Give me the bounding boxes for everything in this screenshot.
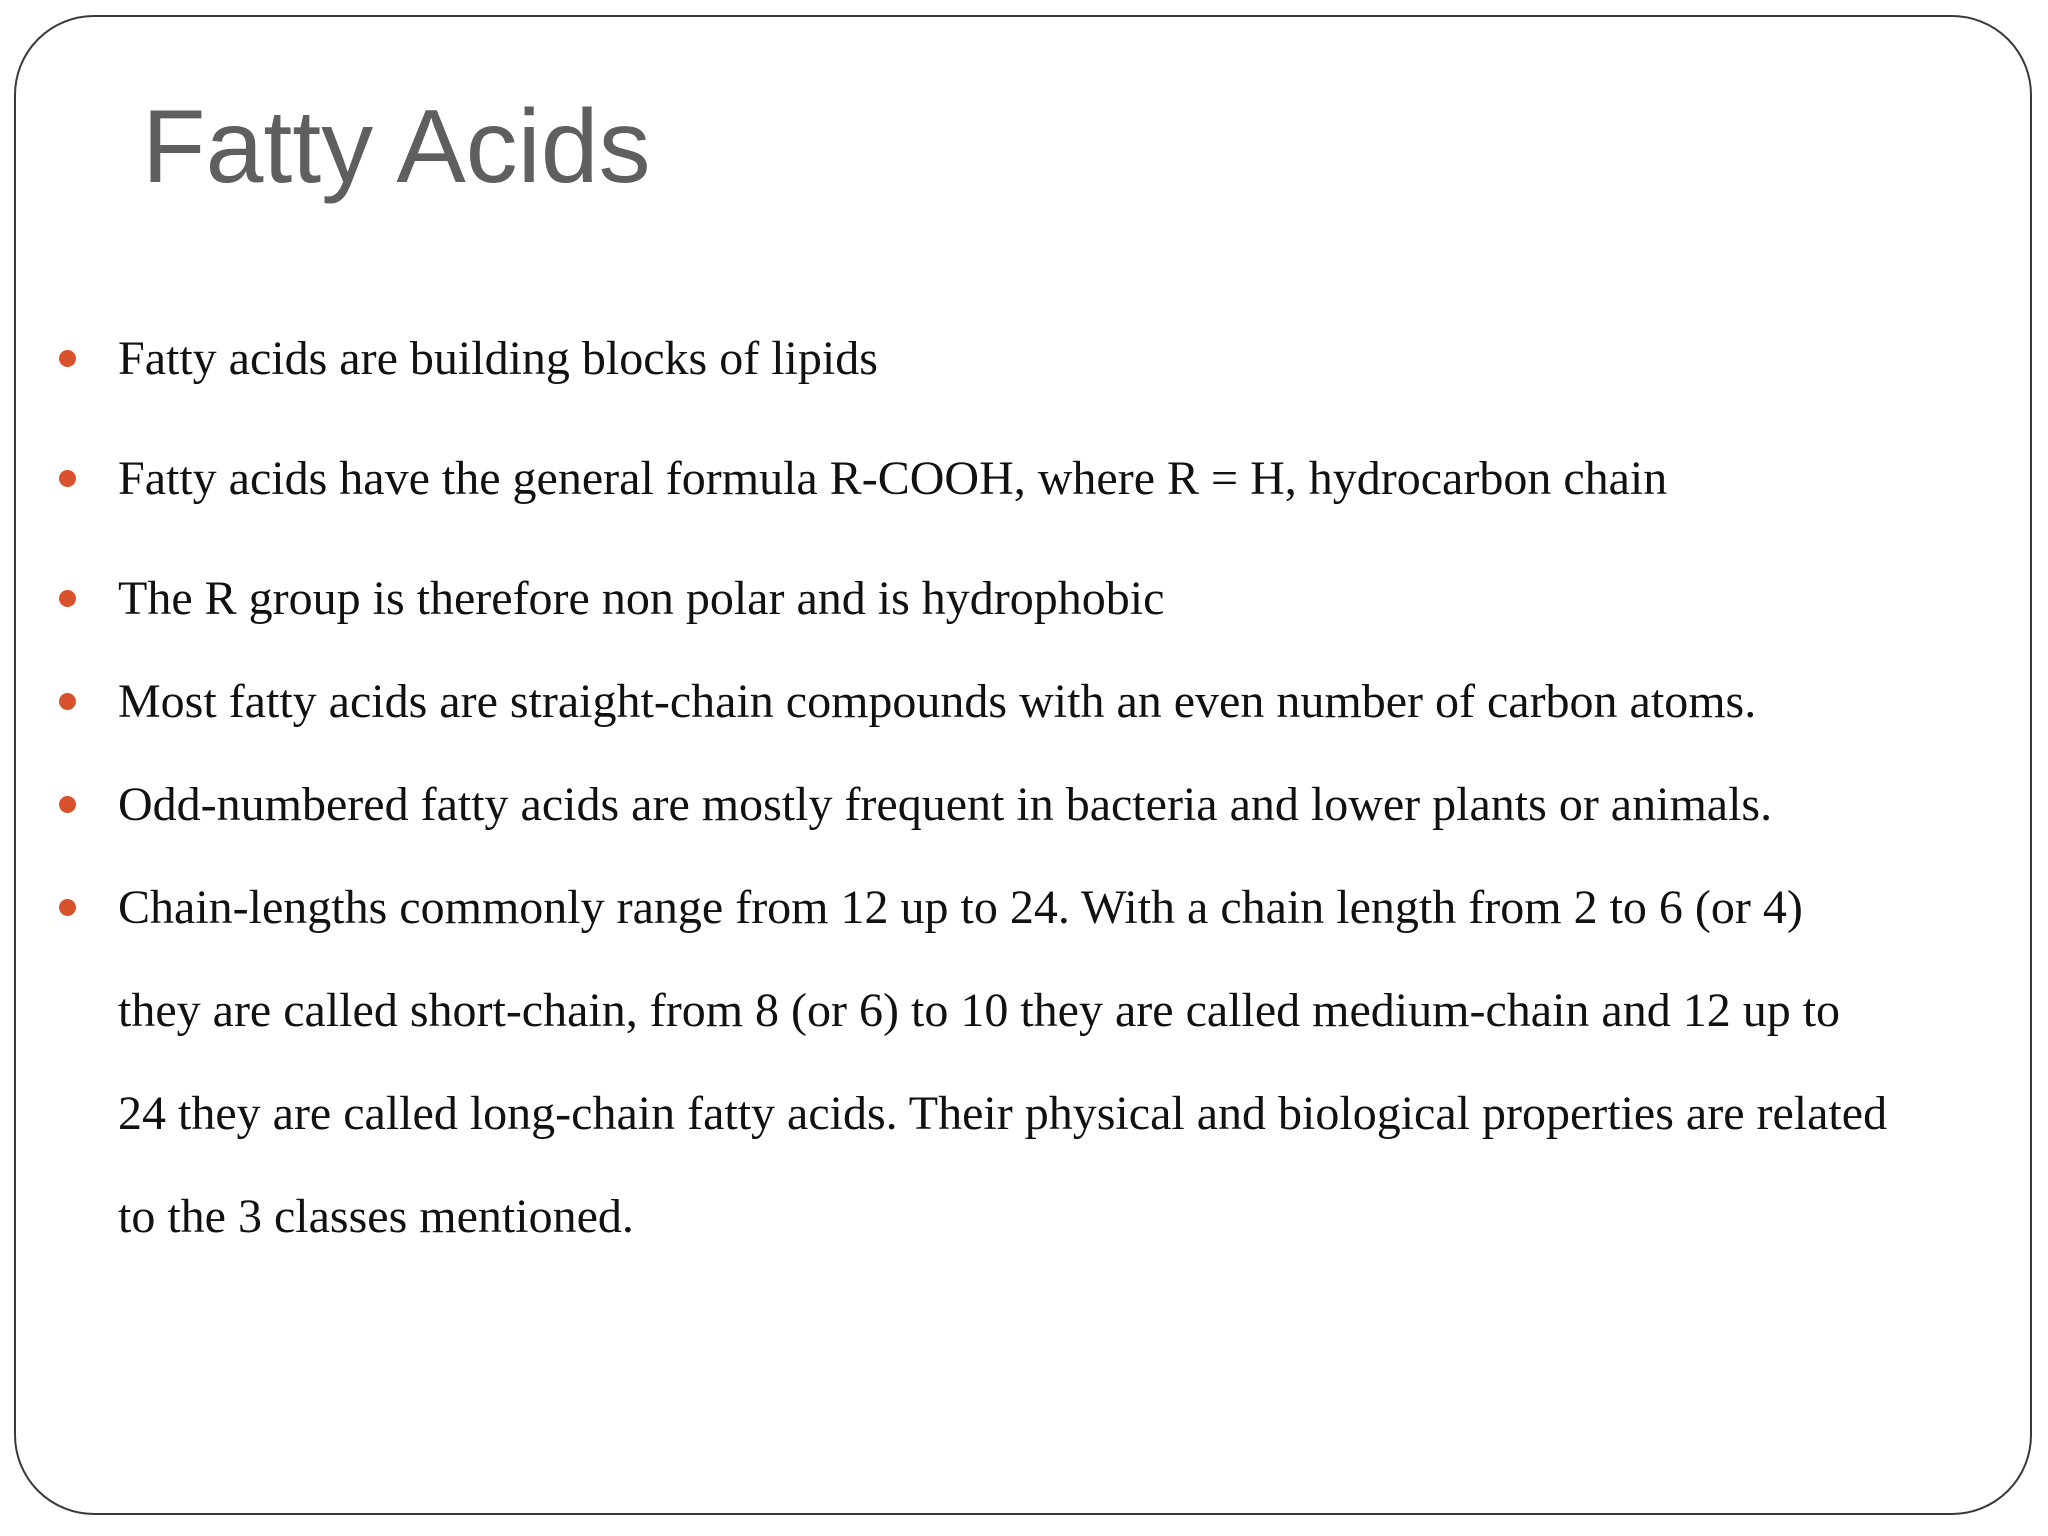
bullet-dot-icon <box>59 796 76 813</box>
bullet-text-line: 24 they are called long-chain fatty acids. Their physical and biological properties are related <box>118 1087 1888 1140</box>
bullet-text-line: they are called short-chain, from 8 (or 6) to 10 they are called medium-chain and 12 up to <box>118 984 1841 1037</box>
bullet-item <box>56 856 2006 1268</box>
bullet-item <box>56 427 2006 530</box>
bullet-item <box>56 650 2006 753</box>
slide-title: Fatty Acids <box>142 89 651 205</box>
bullet-item <box>56 547 2006 650</box>
bullet-text: Most fatty acids are straight-chain compounds with an even number of carbon atoms. <box>118 675 1757 728</box>
bullet-text: The R group is therefore non polar and is hydrophobic <box>118 572 1165 625</box>
bullet-text: Fatty acids have the general formula R-COOH, where R = H, hydrocarbon chain <box>118 452 1668 505</box>
bullet-text: Odd-numbered fatty acids are mostly frequent in bacteria and lower plants or animals. <box>118 778 1773 831</box>
bullet-text: Fatty acids are building blocks of lipids <box>118 332 878 385</box>
bullet-dot-icon <box>59 590 76 607</box>
bullet-dot-icon <box>59 470 76 487</box>
bullet-text-line: to the 3 classes mentioned. <box>118 1190 634 1243</box>
bullet-text-line: Chain-lengths commonly range from 12 up to 24. With a chain length from 2 to 6 (or 4) <box>118 881 1803 934</box>
bullet-dot-icon <box>59 899 76 916</box>
bullet-item <box>56 753 2006 856</box>
bullet-dot-icon <box>59 693 76 710</box>
bullet-dot-icon <box>59 350 76 367</box>
bullet-item <box>56 307 2006 410</box>
